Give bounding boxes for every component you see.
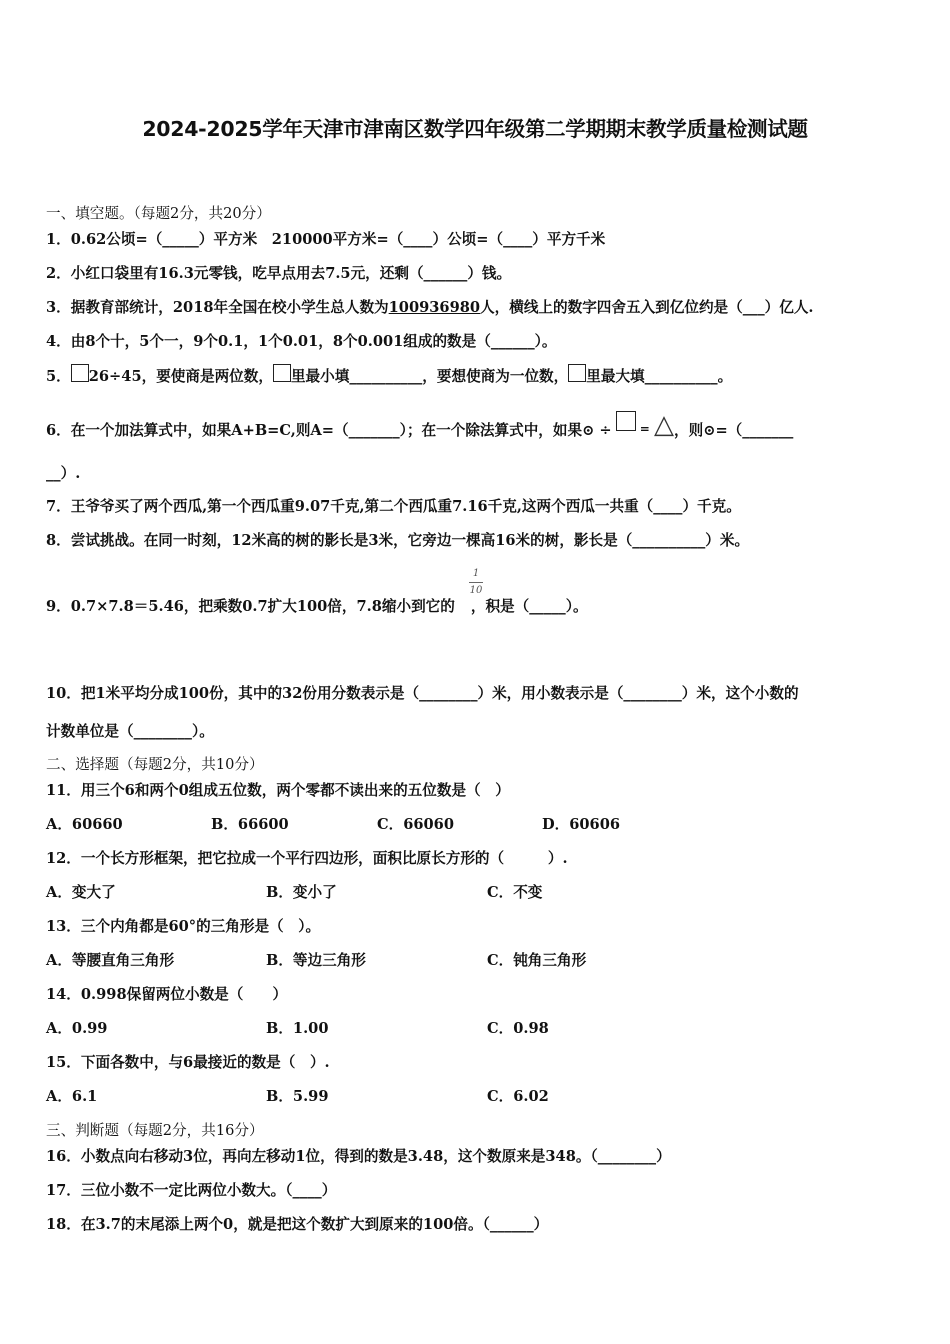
question-9: [46, 595, 588, 616]
question-5-text-c: 里最小填__________，要想使商为一位数，: [290, 368, 569, 385]
question-18: 18．在3.7的末尾添上两个0，就是把这个数扩大到原来的100倍。（______）: [46, 1216, 549, 1233]
question-10: 10．把1米平均分成100份，其中的32份用分数表示是（________）米，用小数表示是（________）米，这个小数的: [46, 685, 799, 702]
section-fill-blank-heading: 一、填空题。（每题2分，共20分）: [46, 205, 271, 222]
question-1: 1．0.62公顷=（_____）平方米 210000平方米=（____）公顷=（____）平方千米: [46, 231, 606, 248]
option-a: A．60660: [46, 816, 123, 833]
option-b: B．变小了: [266, 884, 337, 901]
option-a: A．6.1: [46, 1088, 98, 1105]
option-c: C．0.98: [487, 1020, 549, 1037]
fraction-denominator: 10: [469, 585, 483, 596]
option-c: C．不变: [487, 884, 543, 901]
question-13: 13．三个内角都是60°的三角形是（ ）。: [46, 918, 321, 935]
question-17: 17．三位小数不一定比两位小数大。（____）: [46, 1182, 337, 1199]
question-6-equals: =: [635, 422, 655, 436]
section-judgement-heading: 三、判断题（每题2分，共16分）: [46, 1122, 264, 1139]
question-3-pre: 3．据教育部统计，2018年全国在校小学生总人数为: [46, 299, 389, 316]
triangle-icon: △: [654, 410, 675, 440]
option-a: A．0.99: [46, 1020, 108, 1037]
question-9-text-b: ，积是（_____）。: [470, 598, 588, 615]
fraction-numerator: 1: [472, 568, 480, 579]
option-a: A．等腰直角三角形: [46, 952, 175, 969]
fraction-one-tenth: [468, 568, 484, 597]
option-a: A．变大了: [46, 884, 116, 901]
question-7: 7．王爷爷买了两个西瓜,第一个西瓜重9.07千克,第二个西瓜重7.16千克,这两个西瓜一共重（____）千克。: [46, 498, 741, 515]
question-9-text-a: 9．0.7×7.8＝5.46，把乘数0.7扩大100倍，7.8缩小到它的: [46, 598, 455, 615]
section-choice-heading: 二、选择题（每题2分，共10分）: [46, 756, 264, 773]
question-11: 11．用三个6和两个0组成五位数，两个零都不读出来的五位数是（ ）: [46, 782, 510, 799]
square-icon: [616, 411, 636, 431]
blank-box-icon: [273, 364, 291, 382]
question-14: 14．0.998保留两位小数是（ ）: [46, 986, 288, 1003]
option-c: C．66060: [377, 816, 454, 833]
page-title: 2024-2025学年天津市津南区数学四年级第二学期期末教学质量检测试题: [142, 117, 808, 141]
option-b: B．66600: [211, 816, 289, 833]
option-d: D．60606: [542, 816, 621, 833]
question-3: [46, 296, 814, 317]
option-c: C．6.02: [487, 1088, 549, 1105]
blank-box-icon: [71, 364, 89, 382]
question-4: 4．由8个十，5个一，9个0.1，1个0.01，8个0.001组成的数是（______）。: [46, 333, 557, 350]
question-3-number: 100936980: [388, 299, 481, 316]
question-8: 8．尝试挑战。在同一时刻，12米高的树的影长是3米，它旁边一棵高16米的树，影长是（__________）米。: [46, 532, 750, 549]
question-12: 12．一个长方形框架，把它拉成一个平行四边形，面积比原长方形的（ ）.: [46, 850, 568, 867]
question-6: [46, 410, 793, 440]
option-b: B．5.99: [266, 1088, 329, 1105]
question-10-continuation: 计数单位是（________）。: [46, 723, 214, 740]
option-b: B．1.00: [266, 1020, 329, 1037]
question-15: 15．下面各数中，与6最接近的数是（ ）.: [46, 1054, 330, 1071]
question-2: 2．小红口袋里有16.3元零钱，吃早点用去7.5元，还剩（______）钱。: [46, 265, 512, 282]
question-5-text-d: 里最大填__________。: [586, 368, 733, 385]
option-c: C．钝角三角形: [487, 952, 587, 969]
question-5-text-b: 26÷45，要使商是两位数，: [88, 368, 273, 385]
question-6-text-b: ，则⊙=（_______: [674, 422, 794, 439]
question-5-number: 5．: [46, 368, 71, 385]
question-6-continuation: __）.: [46, 465, 81, 482]
question-16: 16．小数点向右移动3位，再向左移动1位，得到的数是3.48，这个数原来是348。（________）: [46, 1148, 671, 1165]
fraction-bar: [469, 582, 483, 583]
question-5: [46, 364, 732, 386]
option-b: B．等边三角形: [266, 952, 366, 969]
question-3-post: 人，横线上的数字四舍五入到亿位约是（___）亿人.: [480, 299, 814, 316]
blank-box-icon: [568, 364, 586, 382]
question-6-text-a: 6．在一个加法算式中，如果A+B=C,则A=（_______）；在一个除法算式中，如果⊙ ÷: [46, 422, 612, 439]
